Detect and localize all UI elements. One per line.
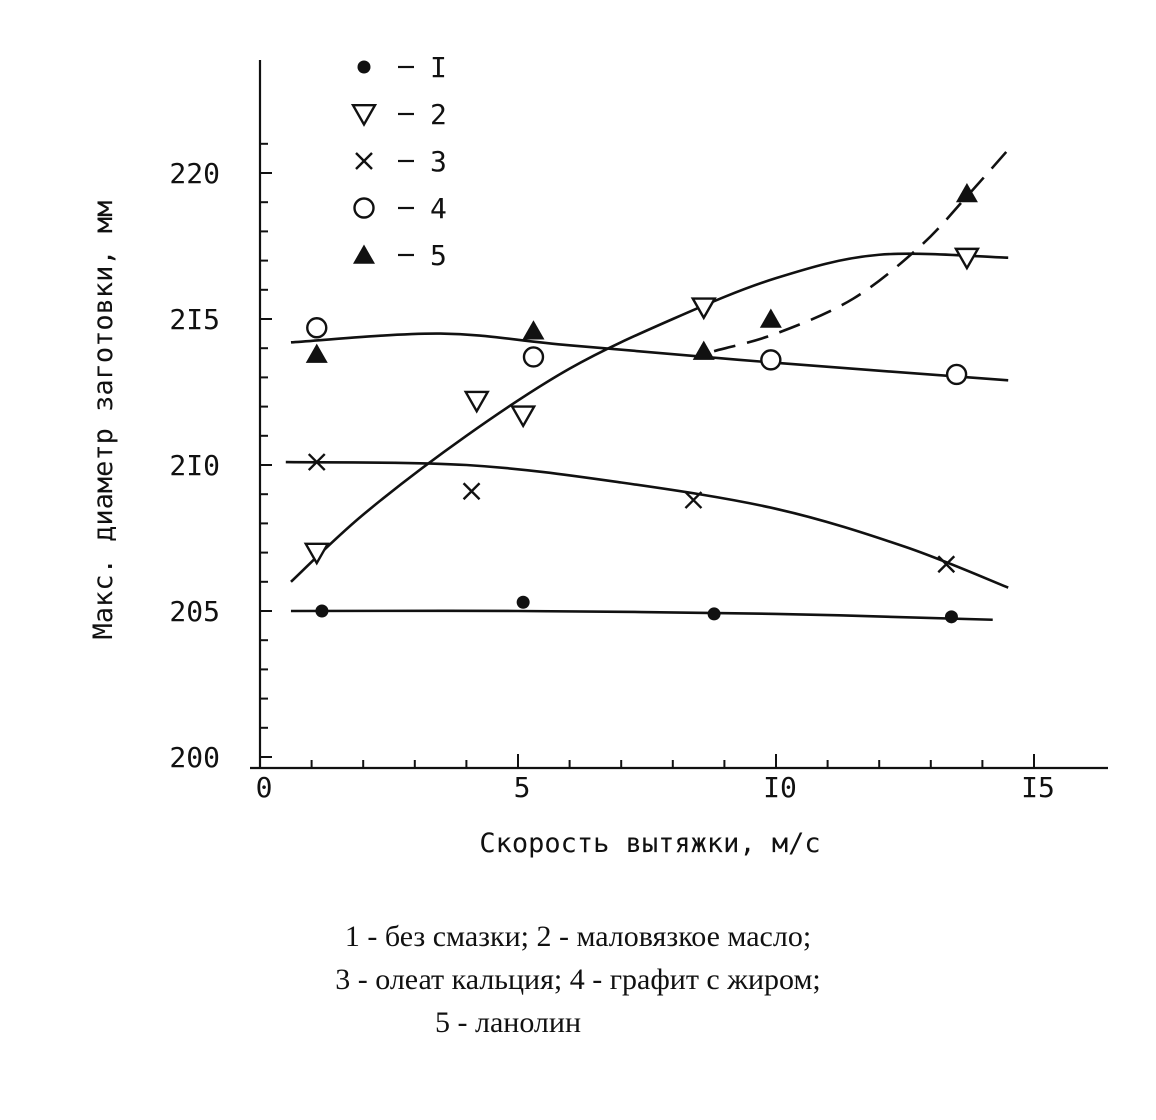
series-2-point-2 xyxy=(466,392,488,411)
x-axis-title: Скорость вытяжки, м/с xyxy=(479,828,821,859)
caption-line-1: 1 - без смазки; 2 - маловязкое масло; xyxy=(344,920,812,953)
legend-marker-5 xyxy=(353,245,375,264)
legend xyxy=(353,51,447,272)
legend-label-I: I xyxy=(430,51,447,84)
caption-line-2: 3 - олеат кальция; 4 - графит с жиром; xyxy=(335,963,821,996)
y-axis-title: Макс. диаметр заготовки, мм xyxy=(88,200,119,640)
series-I-curve xyxy=(291,611,993,620)
x-tick-label: I5 xyxy=(1021,771,1055,804)
series-5-point-2 xyxy=(522,320,544,339)
y-tick-label: 2I5 xyxy=(169,303,220,336)
y-tick-label: 205 xyxy=(169,595,220,628)
markers xyxy=(306,183,978,623)
series-4-point-2 xyxy=(524,347,543,366)
series-2-curve xyxy=(291,254,1008,582)
series-I-point-4 xyxy=(945,610,958,623)
series-2-point-5 xyxy=(956,249,978,268)
x-tick-label: 0 xyxy=(255,771,273,804)
legend-label-3: 3 xyxy=(430,145,447,178)
legend-marker-4 xyxy=(355,199,374,218)
legend-label-5: 5 xyxy=(430,239,447,272)
series-I-point-2 xyxy=(517,596,530,609)
legend-marker-2 xyxy=(353,105,375,124)
y-tick-label: 2I0 xyxy=(169,449,220,482)
caption xyxy=(0,915,1156,1044)
series-5-curve xyxy=(714,144,1013,351)
x-tick-label: I0 xyxy=(763,771,797,804)
axes xyxy=(88,60,1108,859)
caption-line-3: 5 - ланолин xyxy=(434,1006,581,1039)
series-2-point-3 xyxy=(512,407,534,426)
curves xyxy=(286,144,1014,620)
series-I-point-1 xyxy=(315,605,328,618)
series-I-point-3 xyxy=(708,607,721,620)
legend-marker-3 xyxy=(356,153,372,169)
series-2-point-1 xyxy=(306,544,328,563)
legend-marker-I xyxy=(358,61,371,74)
series-4-point-4 xyxy=(947,365,966,384)
series-5-point-4 xyxy=(760,309,782,328)
legend-label-4: 4 xyxy=(430,192,447,225)
series-4-point-1 xyxy=(307,318,326,337)
series-4-point-3 xyxy=(761,350,780,369)
series-4-curve xyxy=(291,334,1008,381)
series-3-curve xyxy=(286,462,1008,588)
legend-label-2: 2 xyxy=(430,98,447,131)
series-5-point-3 xyxy=(693,341,715,360)
y-tick-label: 200 xyxy=(169,741,220,774)
series-3-point-2 xyxy=(464,483,480,499)
x-tick-label: 5 xyxy=(513,771,531,804)
series-5-point-1 xyxy=(306,344,328,363)
y-tick-label: 220 xyxy=(169,157,220,190)
